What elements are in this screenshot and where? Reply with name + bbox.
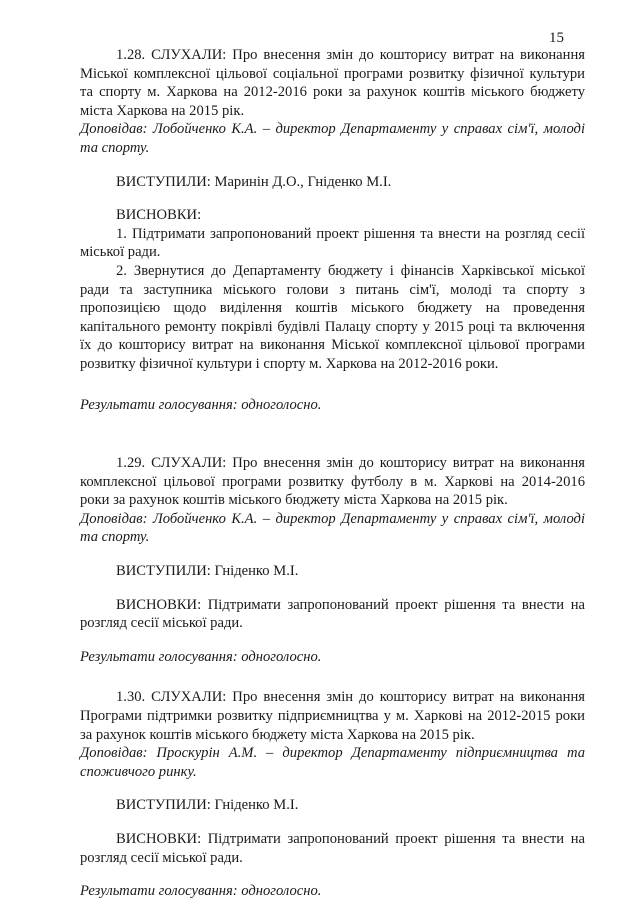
speakers-text: ВИСТУПИЛИ: Гніденко М.І.	[116, 797, 299, 814]
conclusions-text: ВИСНОВКИ: Підтримати запропонований проект рішення та внести на розгляд сесії міської ради.	[80, 831, 585, 866]
minutes-content	[80, 46, 585, 901]
reporter-text: Доповідав: Лобойченко К.А. – директор Департаменту у справах сім'ї, молоді та спорту.	[80, 121, 585, 156]
vote-result: Результати голосування: одноголосно.	[80, 883, 322, 900]
speakers-text: ВИСТУПИЛИ: Маринін Д.О., Гніденко М.І.	[116, 173, 392, 190]
heard-text: 1.29. СЛУХАЛИ: Про внесення змін до кошторису витрат на виконання комплексної цільової програми розвитку футболу в м. Харкові на 2014-2016 роки за рахунок коштів міського бюджету міста Харкова на 2015 рік.	[80, 455, 585, 509]
page-number: 15	[549, 30, 564, 46]
conclusion-1: 1. Підтримати запропонований проект рішення та внести на розгляд сесії міської ради.	[80, 225, 585, 261]
speakers-text: ВИСТУПИЛИ: Гніденко М.І.	[116, 563, 299, 580]
agenda-item-1-30	[80, 688, 585, 900]
reporter-text: Доповідав: Лобойченко К.А. – директор Департаменту у справах сім'ї, молоді та спорту.	[80, 510, 585, 546]
reporter-text: Доповідав: Проскурін А.М. – директор Департаменту підприємництва та споживчого ринку.	[80, 745, 585, 780]
agenda-item-1-29	[80, 454, 585, 666]
heard-text: 1.28. СЛУХАЛИ: Про внесення змін до кошторису витрат на виконання Міської комплексної цільової соціальної програми розвитку фізичної культури та спорту м. Харкова на 2012-2016 роки за рахунок коштів міського бюджету міста Харкова на 2015 рік.	[80, 47, 585, 119]
conclusions-text: ВИСНОВКИ: Підтримати запропонований проект рішення та внести на розгляд сесії міської ради.	[80, 596, 585, 632]
heard-text: 1.30. СЛУХАЛИ: Про внесення змін до кошторису витрат на виконання Програми підтримки розвитку підприємництва у м. Харкові на 2012-2015 роки за рахунок коштів міського бюджету міста Харкова на 2015 рік.	[80, 689, 585, 743]
conclusion-2: 2. Звернутися до Департаменту бюджету і фінансів Харківської міської ради та заступника міського голови з питань сім'ї, молоді та спорту з пропозицією щодо виділення коштів міського бюджету на проведення капітального ремонту покрівлі будівлі Палацу спорту у 2015 році та включення їх до кошторису витрат на виконання Міської комплексної цільової програми розвитку фізичної культури і спорту м. Харкова на 2012-2016 роки.	[80, 262, 585, 372]
agenda-item-1-28	[80, 46, 585, 414]
vote-result: Результати голосування: одноголосно.	[80, 396, 322, 413]
conclusions-title: ВИСНОВКИ:	[116, 207, 202, 224]
vote-result: Результати голосування: одноголосно.	[80, 648, 322, 665]
